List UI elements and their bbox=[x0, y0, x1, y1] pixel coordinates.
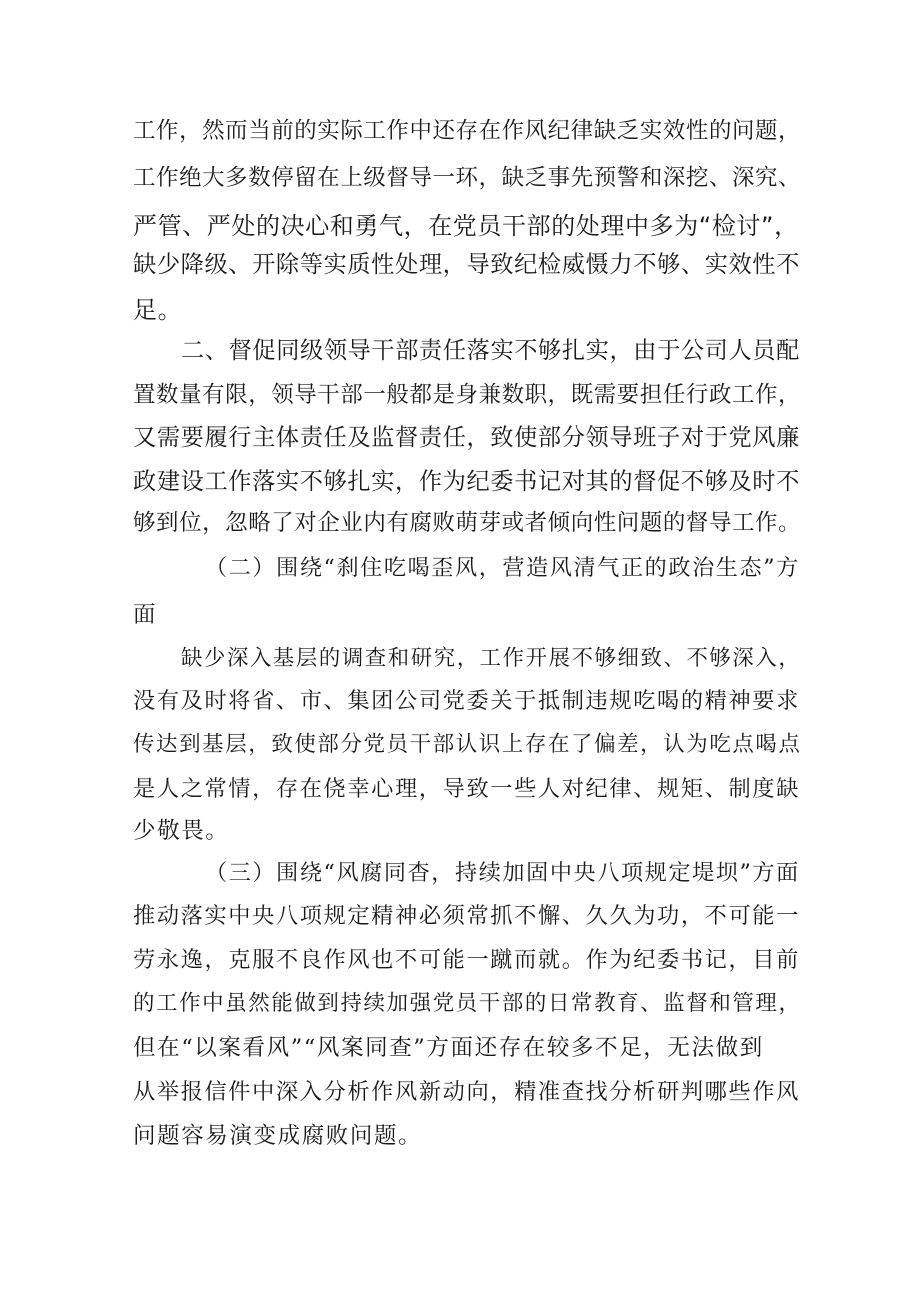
para4-line-2: 劳永逸，克服不良作风也不可能一蹴而就。作为纪委书记，目前 bbox=[133, 947, 800, 973]
para1-line-3: 严管、严处的决心和勇气，在党员干部的处理中多为“检讨”， bbox=[133, 212, 799, 240]
para2-line-1: 二、督促同级领导干部责任落实不够扎实，由于公司人员配 bbox=[181, 337, 800, 364]
para2-line-4: 政建设工作落实不够扎实，作为纪委书记对其的督促不够及时不 bbox=[133, 468, 800, 495]
para4-line-6: 问题容易演变成腐败问题。 bbox=[133, 1123, 423, 1149]
section-heading-2: （二）围绕“刹住吃喝歪风，营造风清气正的政治生态”方 bbox=[205, 555, 800, 581]
section-heading-2-cont: 面 bbox=[133, 602, 158, 628]
para3-line-3: 传达到基层，致使部分党员干部认识上存在了偏差，认为吃点喝点 bbox=[133, 732, 802, 757]
para1-line-5: 足。 bbox=[133, 296, 183, 324]
para2-line-2: 置数量有限，领导干部一般都是身兼数职，既需要担任行政工作， bbox=[133, 382, 802, 408]
para4-line-5: 从举报信件中深入分析作风新动向，精准查找分析研判哪些作风 bbox=[133, 1079, 800, 1105]
para3-line-2: 没有及时将省、市、集团公司党委关于抵制违规吃喝的精神要求 bbox=[133, 688, 800, 714]
para4-line-1: 推动落实中央八项规定精神必须常抓不懈、久久为功，不可能一 bbox=[133, 903, 800, 929]
para3-line-1: 缺少深入基层的调查和研究，工作开展不够细致、不够深入， bbox=[181, 646, 802, 671]
para4-line-3: 的工作中虽然能做到持续加强党员干部的日常教育、监督和管理， bbox=[133, 991, 802, 1016]
para1-line-2: 工作绝大多数停留在上级督导一环，缺乏事先预警和深挖、深究、 bbox=[133, 165, 802, 191]
para2-line-3: 又需要履行主体责任及监督责任，致使部分领导班子对于党风廉 bbox=[133, 424, 800, 451]
para2-line-5: 够到位，忽略了对企业内有腐败萌芽或者倾向性问题的督导工作。 bbox=[133, 510, 802, 536]
section-heading-3: （三）围绕“风腐同杳，持续加固中央八项规定堤坝”方面 bbox=[205, 860, 800, 886]
para4-line-4: 但在“以案看风”“风案同查”方面还存在较多不足，无法做到 bbox=[133, 1035, 764, 1061]
para3-line-4: 是人之常情，存在侥幸心理，导致一些人对纪律、规矩、制度缺 bbox=[133, 776, 800, 802]
para3-line-5: 少敬畏。 bbox=[133, 818, 230, 844]
para1-line-1: 工作，然而当前的实际工作中还存在作风纪律缺乏实效性的问题， bbox=[133, 118, 802, 144]
para1-line-4: 缺少降级、开除等实质性处理，导致纪检威慑力不够、实效性不 bbox=[133, 251, 800, 278]
